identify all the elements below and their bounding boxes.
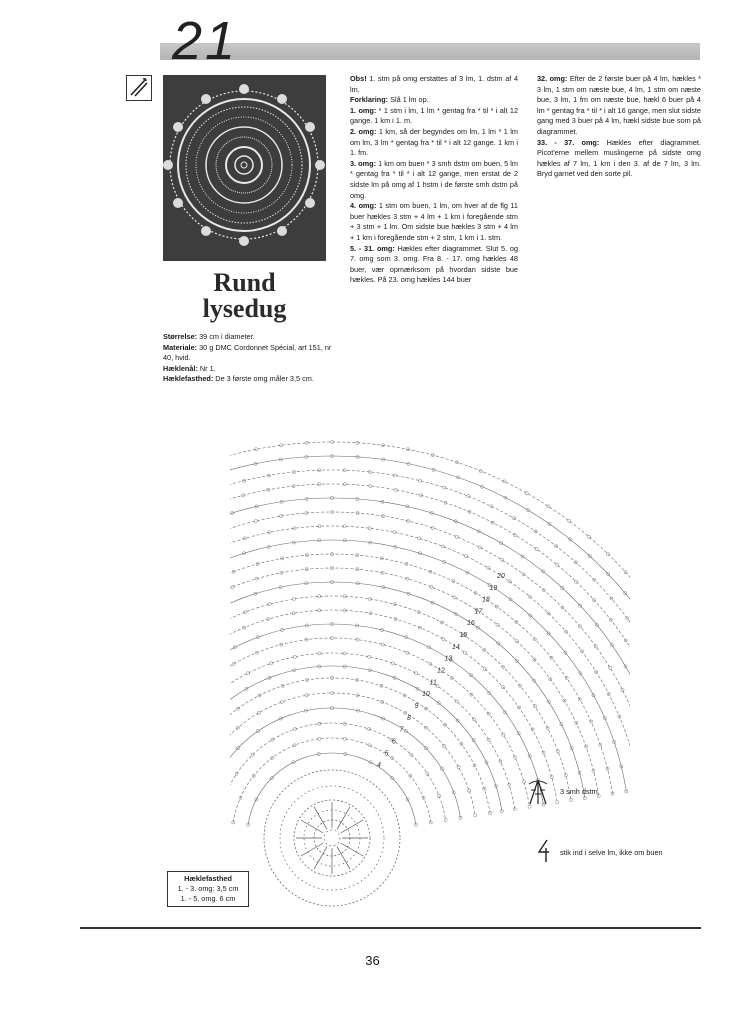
mesh-loop xyxy=(575,580,578,583)
row-number: 11 xyxy=(429,679,437,687)
instruction-label: Forklaring: xyxy=(350,95,389,105)
instruction-label: 32. omg: xyxy=(537,74,568,83)
row-number: 17 xyxy=(474,608,483,616)
mesh-loop xyxy=(455,535,458,538)
mesh-loop xyxy=(231,585,234,588)
row-number: 9 xyxy=(414,703,419,710)
mesh-loop xyxy=(280,700,283,703)
diagram-round xyxy=(230,526,630,789)
mesh-loop xyxy=(467,789,470,792)
gauge-line-1: 1. - 3. omg: 3,5 cm xyxy=(177,884,239,893)
title-line-1: Rund xyxy=(213,268,276,297)
mesh-loop xyxy=(621,688,624,691)
diagram-round xyxy=(230,456,630,778)
mesh-loop xyxy=(246,672,249,675)
instruction-text: 1 stm om buen, 1 lm, om hver af de flg 11 buer hækles 3 stm + 4 lm + 1 km i foregående stm + 3 stm + 1 lm. Om sidste bue hækles 3 stm + 4 lm + 1 km i foregående stm + 2 stm, 1 km i 1. stm. xyxy=(350,201,518,242)
mesh-loop xyxy=(547,505,550,508)
mesh-loop xyxy=(437,794,440,797)
instruction-label: Obs! xyxy=(350,74,367,83)
diagram-round xyxy=(230,693,475,815)
legend-stitch-into xyxy=(537,838,663,864)
mesh-loop xyxy=(441,545,444,548)
crochet-diagram xyxy=(230,408,630,913)
diagram-round xyxy=(230,442,630,776)
pattern-number: 21 xyxy=(172,11,239,71)
mesh-loop xyxy=(414,672,417,675)
instruction-label: 33. - 37. omg: xyxy=(537,137,600,147)
mesh-loop xyxy=(244,611,247,614)
mesh-loop xyxy=(472,718,475,721)
legend-cluster-label: 3 smh dstm xyxy=(560,787,598,796)
spec-text: 30 g DMC Cordonnet Spécial, art 151, nr 40, hvid. xyxy=(163,342,332,363)
instruction-text: 1. stm på omg erstattes af 3 lm, 1. dstm af 4 lm. xyxy=(350,74,518,94)
title-line-2: lysedug xyxy=(202,294,287,323)
mesh-loop xyxy=(496,623,499,626)
mesh-loop xyxy=(514,756,517,759)
mesh-loop xyxy=(271,738,274,741)
mesh-loop xyxy=(501,558,504,561)
diagram-round xyxy=(230,554,613,794)
mesh-loop xyxy=(444,818,447,821)
row-number: 20 xyxy=(497,572,505,580)
instruction-label: 1. omg: xyxy=(350,105,377,115)
mesh-loop xyxy=(294,728,297,731)
spoke xyxy=(337,847,350,870)
mesh-loop xyxy=(487,738,490,741)
mesh-loop xyxy=(431,526,434,529)
center-round xyxy=(280,786,384,890)
mesh-loop xyxy=(474,814,477,817)
gauge-line-2: 1. - 5. omg. 6 cm xyxy=(180,894,236,903)
mesh-loop xyxy=(257,711,260,714)
instruction-text: Hækles efter diagrammet. Slut 5. og 7. omg som 3. omg. Fra 8. - 17. omg hækles 48 buer, vær opmærksom på hvordan sidste bue hækles. På 23. omg hækles 144 buer xyxy=(350,243,519,285)
instruction-label: 5. - 31. omg: xyxy=(350,243,395,253)
mesh-loop xyxy=(392,662,395,665)
footer-rule xyxy=(80,927,701,929)
header-bar xyxy=(160,43,700,60)
spec-label: Hæklenål: xyxy=(163,363,198,373)
mesh-loop xyxy=(556,750,559,753)
instructions-column-1 xyxy=(350,74,518,286)
spec-label: Størrelse: xyxy=(163,332,198,341)
diagram-round xyxy=(230,568,599,796)
mesh-loop xyxy=(535,548,538,551)
instruction-paragraph xyxy=(350,74,518,95)
mesh-loop xyxy=(502,733,505,736)
mesh-loop xyxy=(463,651,466,654)
spoke xyxy=(337,807,350,830)
cluster-symbol-icon xyxy=(527,778,549,806)
diagram-round xyxy=(230,610,557,802)
instruction-paragraph xyxy=(350,127,518,159)
mesh-loop xyxy=(606,552,609,555)
diagram-round xyxy=(230,624,543,805)
mesh-loop xyxy=(499,760,502,763)
mesh-loop xyxy=(426,772,429,775)
center-round xyxy=(324,830,340,846)
instruction-paragraph xyxy=(350,201,518,243)
mesh-loop xyxy=(453,596,456,599)
mesh-loop xyxy=(268,603,271,606)
spec-text: 39 cm i diameter. xyxy=(197,332,255,341)
mesh-loop xyxy=(508,580,511,583)
row-number: 10 xyxy=(422,691,430,699)
row-number: 6 xyxy=(392,738,396,746)
pattern-title xyxy=(163,270,326,322)
mesh-loop xyxy=(555,563,558,566)
instruction-text: Slå 1 lm op. xyxy=(388,95,429,105)
instruction-text: 1 km om buen * 3 smh dstm om buen, 5 lm * gentag fra * til * i alt 12 gange, men erstat de 2 sidste lm på omg af 1 hstm i de første smh dstm på omg. xyxy=(350,158,518,200)
mesh-loop xyxy=(269,662,272,665)
spec-text: Nr 1. xyxy=(197,363,216,373)
row-number: 7 xyxy=(399,726,404,734)
mesh-loop xyxy=(556,801,559,804)
row-number: 14 xyxy=(452,643,460,651)
row-number: 12 xyxy=(437,667,445,675)
gauge-box xyxy=(167,871,249,907)
stitch-into-symbol-icon xyxy=(537,838,551,864)
doily-photo xyxy=(163,75,326,261)
mesh-loop xyxy=(455,700,458,703)
instruction-paragraph xyxy=(350,95,518,106)
spoke xyxy=(314,807,327,830)
mesh-loop xyxy=(410,753,413,756)
diagram-round xyxy=(230,708,460,818)
diagram-round xyxy=(230,666,502,811)
mesh-loop xyxy=(430,585,433,588)
diagram-round xyxy=(230,512,630,787)
spec-label: Hæklefasthed: xyxy=(163,374,214,384)
mesh-loop xyxy=(443,486,446,489)
spoke xyxy=(341,820,364,833)
mesh-loop xyxy=(487,566,490,569)
instruction-paragraph xyxy=(350,159,518,201)
mesh-loop xyxy=(465,555,468,558)
instruction-text: Hækles efter diagrammet. Picot'erne mellem muslingerne på sidste omg hækles af 7 lm, 1 km i den 3. af de 7 lm, 3 lm. Bryd garnet ved den sorte pil. xyxy=(537,137,701,179)
mesh-loop xyxy=(457,766,460,769)
specifications xyxy=(163,332,335,385)
spec-text: De 3 første omg måler 3,5 cm. xyxy=(213,374,314,384)
row-number: 15 xyxy=(459,632,468,639)
gauge-title: Hæklefasthed xyxy=(184,874,232,883)
spoke xyxy=(314,847,327,870)
instruction-label: 4. omg: xyxy=(350,201,377,211)
instruction-label: 3. omg: xyxy=(350,158,377,168)
mesh-loop xyxy=(478,546,481,549)
instruction-label: 2. omg: xyxy=(350,126,377,136)
row-number: 18 xyxy=(482,596,490,604)
mesh-loop xyxy=(568,519,571,522)
legend-cluster xyxy=(527,778,598,806)
mesh-loop xyxy=(232,662,235,665)
difficulty-hook-icon xyxy=(126,75,152,101)
diagram-round xyxy=(230,723,446,820)
instruction-text: Efter de 2 første buer på 4 lm, hækles * 3 lm, 1 stm om næste bue, 4 lm, 1 stm om næste bue, 3 lm, 1 fm om næste bue, hækl 6 buer på 4 lm * gentag fra * til * i alt 16 gange, men slut sidste gang med 3 buer på 4 lm, hækl sidste bue som på diagrammet. xyxy=(537,74,702,136)
mesh-loop xyxy=(406,651,409,654)
mesh-loop xyxy=(368,744,371,747)
row-number: 13 xyxy=(444,655,453,663)
spec-label: Materiale: xyxy=(163,342,198,352)
instruction-text: * 1 stm i lm, 1 lm * gentag fra * til * i alt 12 gange. 1 km i 1. m. xyxy=(350,105,518,126)
diagram-round xyxy=(230,470,630,780)
row-number: 8 xyxy=(407,714,411,722)
diagram-round xyxy=(230,484,630,783)
spoke xyxy=(341,843,364,856)
center-round xyxy=(264,770,400,906)
mesh-loop xyxy=(522,780,525,783)
diagram-round xyxy=(230,638,530,807)
mesh-loop xyxy=(588,535,591,538)
row-number: 4 xyxy=(377,762,381,770)
instructions-column-2 xyxy=(537,74,701,180)
instruction-paragraph xyxy=(537,74,701,138)
instruction-text: 1 km, så der begyndes om lm, 1 lm * 1 lm om lm, 3 lm * gentag fra * til * i alt 12 gange. 1 km i 1. fm. xyxy=(350,126,518,158)
legend-stitch-into-label: stik ind i selve lm, ikke om buen xyxy=(560,848,663,857)
instruction-paragraph xyxy=(350,106,518,127)
row-number: 5 xyxy=(384,750,389,758)
row-number: 16 xyxy=(467,620,475,628)
instruction-paragraph xyxy=(537,138,701,180)
page-number: 36 xyxy=(365,953,380,968)
mesh-loop xyxy=(608,666,611,669)
diagram-round xyxy=(230,678,490,813)
mesh-loop xyxy=(525,492,528,495)
mesh-loop xyxy=(367,728,370,731)
mesh-loop xyxy=(467,495,470,498)
spoke xyxy=(301,843,324,856)
instruction-paragraph xyxy=(350,244,518,286)
spoke xyxy=(301,820,324,833)
row-number: 19 xyxy=(489,584,498,592)
mesh-loop xyxy=(442,637,445,640)
diagram-round xyxy=(230,540,626,791)
mesh-loop xyxy=(483,667,486,670)
mesh-loop xyxy=(564,774,567,777)
